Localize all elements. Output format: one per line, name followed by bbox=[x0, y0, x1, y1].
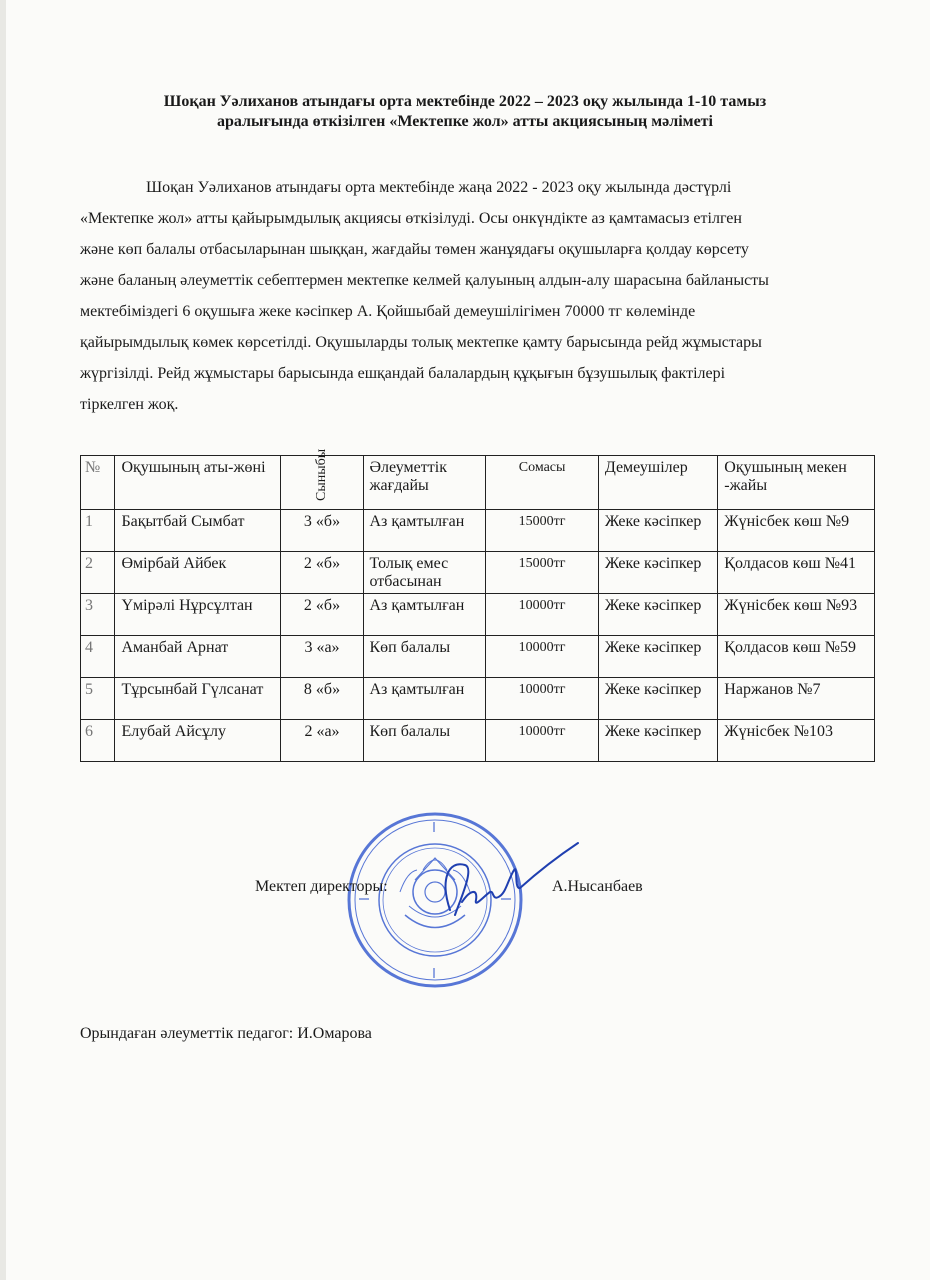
cell-class: 2 «а» bbox=[281, 720, 363, 762]
director-name: А.Нысанбаев bbox=[552, 878, 643, 895]
cell-amount: 15000тг bbox=[486, 552, 599, 594]
handwritten-signature-icon bbox=[410, 840, 580, 930]
cell-status: Көп балалы bbox=[363, 720, 486, 762]
cell-sponsor: Жеке кәсіпкер bbox=[598, 636, 717, 678]
cell-class: 2 «б» bbox=[281, 594, 363, 636]
cell-amount: 10000тг bbox=[486, 594, 599, 636]
table-row bbox=[81, 636, 875, 678]
scan-edge bbox=[0, 0, 6, 1280]
cell-address: Қолдасов көш №41 bbox=[718, 552, 875, 594]
cell-class: 8 «б» bbox=[281, 678, 363, 720]
cell-sponsor: Жеке кәсіпкер bbox=[598, 510, 717, 552]
cell-amount: 10000тг bbox=[486, 636, 599, 678]
table-row bbox=[81, 552, 875, 594]
table-row bbox=[81, 594, 875, 636]
paragraph-line: Шоқан Уәлиханов атындағы орта мектебінде жаңа 2022 - 2023 оқу жылында дәстүрлі bbox=[146, 179, 732, 196]
cell-address: Жүнісбек көш №9 bbox=[718, 510, 875, 552]
executor-signature-line: Орындаған әлеуметтік педагог: И.Омарова bbox=[80, 1025, 372, 1042]
cell-address: Қолдасов көш №59 bbox=[718, 636, 875, 678]
header-sponsor: Демеушілер bbox=[598, 456, 717, 510]
cell-status: Аз қамтылған bbox=[363, 510, 486, 552]
cell-amount: 10000тг bbox=[486, 678, 599, 720]
cell-no: 5 bbox=[81, 678, 115, 720]
paragraph-line: «Мектепке жол» атты қайырымдылық акциясы өткізілуді. Осы онкүндікте аз қамтамасыз етілген bbox=[80, 210, 742, 227]
cell-name: Тұрсынбай Гүлсанат bbox=[115, 678, 281, 720]
cell-address: Наржанов №7 bbox=[718, 678, 875, 720]
document-title bbox=[100, 92, 830, 132]
paragraph-line: тіркелген жоқ. bbox=[80, 396, 179, 413]
title-line-1: Шоқан Уәлиханов атындағы орта мектебінде 2022 – 2023 оқу жылында 1-10 тамыз bbox=[163, 93, 767, 110]
paragraph-line: және баланың әлеуметтік себептермен мектепке келмей қалуының алдын-алу шарасына байланысты bbox=[80, 272, 769, 289]
cell-amount: 10000тг bbox=[486, 720, 599, 762]
cell-no: 4 bbox=[81, 636, 115, 678]
cell-status: Аз қамтылған bbox=[363, 594, 486, 636]
header-class bbox=[281, 448, 363, 510]
header-class-label: Сыныбы bbox=[313, 448, 329, 501]
cell-no: 2 bbox=[81, 552, 115, 594]
title-line-2: аралығында өткізілген «Мектепке жол» атты акциясының мәліметі bbox=[217, 113, 713, 130]
header-name: Оқушының аты-жөні bbox=[115, 456, 281, 510]
table-header-row bbox=[81, 456, 875, 510]
cell-no: 1 bbox=[81, 510, 115, 552]
table-row bbox=[81, 510, 875, 552]
paragraph-line: қайырымдылық көмек көрсетілді. Оқушыларды толық мектепке қамту барысында рейд жұмыстары bbox=[80, 334, 762, 351]
paragraph-line: жүргізілді. Рейд жұмыстары барысында ешқандай балалардың құқығын бұзушылық фактілері bbox=[80, 365, 726, 382]
header-amount: Сомасы bbox=[486, 456, 599, 510]
students-table bbox=[80, 448, 875, 762]
cell-status: Көп балалы bbox=[363, 636, 486, 678]
cell-class: 3 «б» bbox=[281, 510, 363, 552]
header-no: № bbox=[81, 456, 115, 510]
cell-sponsor: Жеке кәсіпкер bbox=[598, 720, 717, 762]
header-status: Әлеуметтік жағдайы bbox=[363, 456, 486, 510]
cell-status: Аз қамтылған bbox=[363, 678, 486, 720]
cell-status: Толық емес отбасынан bbox=[363, 552, 486, 594]
cell-class: 3 «а» bbox=[281, 636, 363, 678]
cell-sponsor: Жеке кәсіпкер bbox=[598, 678, 717, 720]
cell-no: 6 bbox=[81, 720, 115, 762]
cell-name: Үмірәлі Нұрсұлтан bbox=[115, 594, 281, 636]
table-row bbox=[81, 678, 875, 720]
paragraph-line: мектебіміздегі 6 оқушыға жеке кәсіпкер А. Қойшыбай демеушілігімен 70000 тг көлемінде bbox=[80, 303, 696, 320]
cell-name: Аманбай Арнат bbox=[115, 636, 281, 678]
body-paragraph bbox=[80, 172, 870, 420]
cell-amount: 15000тг bbox=[486, 510, 599, 552]
cell-address: Жүнісбек №103 bbox=[718, 720, 875, 762]
cell-name: Бақытбай Сымбат bbox=[115, 510, 281, 552]
cell-name: Елубай Айсұлу bbox=[115, 720, 281, 762]
header-address: Оқушының мекен -жайы bbox=[718, 456, 875, 510]
table-row bbox=[81, 720, 875, 762]
cell-name: Өмірбай Айбек bbox=[115, 552, 281, 594]
director-label: Мектеп директоры: bbox=[255, 878, 388, 895]
cell-sponsor: Жеке кәсіпкер bbox=[598, 594, 717, 636]
paragraph-line: және көп балалы отбасыларынан шыққан, жағдайы төмен жанұядағы оқушыларға қолдау көрсету bbox=[80, 241, 749, 258]
cell-class: 2 «б» bbox=[281, 552, 363, 594]
cell-sponsor: Жеке кәсіпкер bbox=[598, 552, 717, 594]
cell-no: 3 bbox=[81, 594, 115, 636]
cell-address: Жүнісбек көш №93 bbox=[718, 594, 875, 636]
